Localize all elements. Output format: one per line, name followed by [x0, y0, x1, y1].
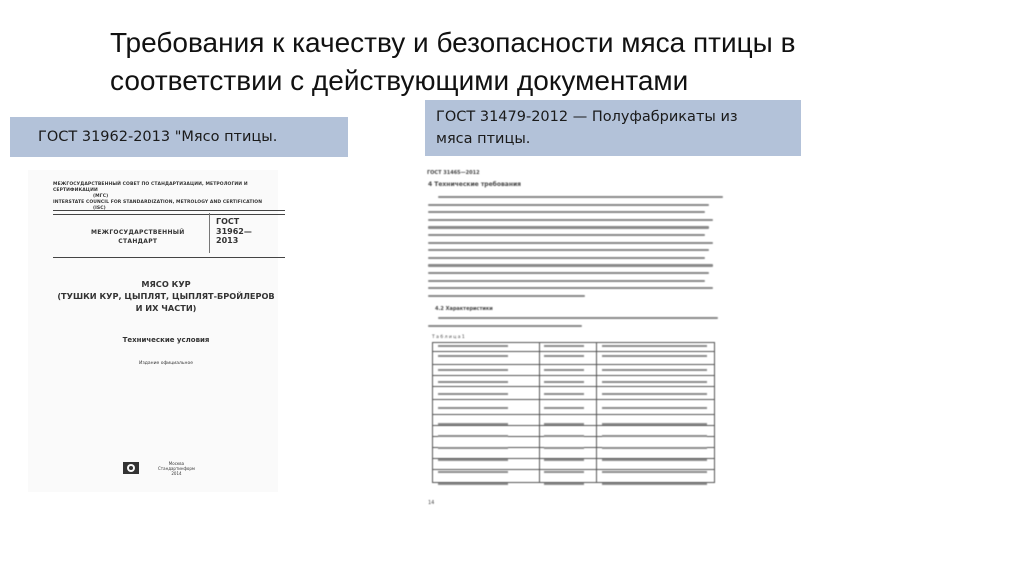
gost-number-line-2: 31962—: [216, 226, 252, 236]
scan-cell-line: [438, 459, 508, 461]
scan-cell-line: [602, 369, 707, 371]
publisher-city: Москва: [168, 461, 185, 466]
product-title: [56, 278, 276, 314]
scan-cell-line: [438, 435, 508, 437]
scan-cell-line: [544, 381, 584, 383]
scan-cell-line: [602, 483, 707, 485]
scan-cell-line: [602, 471, 707, 473]
header-rule-bottom: [53, 214, 285, 215]
publisher-year: 2014: [171, 471, 182, 476]
scan-text-line: [428, 249, 709, 251]
scan-cell-line: [438, 471, 508, 473]
scan-cell-line: [544, 459, 584, 461]
scan-text-line: [428, 264, 713, 266]
slide-title-line-1: Требования к качеству и безопасности мяса птицы в: [110, 27, 796, 58]
gost-31479-label-line-1: ГОСТ 31479-2012 — Полуфабрикаты из: [436, 109, 738, 125]
scan-cell-line: [438, 355, 508, 357]
scan-cell-line: [602, 407, 707, 409]
scan-cell-line: [438, 423, 508, 425]
scan-text-line: [428, 234, 705, 236]
table-caption: Т а б л и ц а 1: [432, 335, 465, 340]
product-title-line-1: МЯСО КУР: [141, 279, 191, 289]
scan-cell-line: [602, 345, 707, 347]
scan-cell-line: [438, 447, 508, 449]
scan-cell-line: [544, 423, 584, 425]
scan-cell-line: [544, 393, 584, 395]
council-header-line-3: INTERSTATE COUNCIL FOR STANDARDIZATION, METROLOGY AND CERTIFICATION: [53, 200, 263, 205]
gost-31962-label: [10, 117, 348, 157]
scan-cell-line: [544, 369, 584, 371]
gost-31479-label-line-2: мяса птицы.: [436, 131, 531, 147]
interstate-standard-line-2: СТАНДАРТ: [118, 238, 158, 245]
slide-title: [110, 24, 910, 100]
slide-title-line-2: соответствии с действующими документами: [110, 65, 689, 96]
council-header-line-4: (ISC): [93, 206, 106, 211]
scan-cell-line: [544, 471, 584, 473]
scan-text-line: [428, 325, 582, 327]
scan-cell-line: [544, 407, 584, 409]
gost-31479-label: [425, 100, 801, 156]
gost-31962-cover-image: [28, 170, 278, 492]
scan-text-line: [428, 280, 705, 282]
scan-cell-line: [602, 435, 707, 437]
scan-cell-line: [544, 345, 584, 347]
scan-cell-line: [438, 483, 508, 485]
publisher-name: Стандартинформ: [158, 466, 195, 471]
scan-text-line: [438, 317, 718, 319]
scan-text-line: [428, 219, 713, 221]
council-header-line-1: МЕЖГОСУДАРСТВЕННЫЙ СОВЕТ ПО СТАНДАРТИЗАЦИИ, МЕТРОЛОГИИ И СЕРТИФИКАЦИИ: [53, 182, 248, 193]
scan-cell-line: [438, 369, 508, 371]
scan-cell-line: [602, 423, 707, 425]
page-mark: 14: [428, 500, 435, 506]
scan-cell-line: [602, 459, 707, 461]
gost-number: [216, 217, 252, 246]
council-header: [53, 182, 283, 212]
scan-cell-line: [438, 345, 508, 347]
scan-text-line: [428, 257, 705, 259]
scan-text-line: [428, 295, 585, 297]
scan-text-line: [428, 211, 705, 213]
subsection-heading: 4.2 Характеристики: [435, 306, 493, 312]
section-heading: 4 Технические требования: [428, 181, 522, 188]
scan-text-line: [428, 226, 709, 228]
gost-number-line-3: 2013: [216, 236, 239, 245]
scan-cell-line: [544, 435, 584, 437]
standartinform-logo-icon: [123, 462, 139, 474]
scan-cell-line: [544, 483, 584, 485]
scan-text-line: [438, 196, 723, 198]
gost-divider: [209, 213, 210, 253]
scan-text-line: [428, 272, 709, 274]
scan-cell-line: [602, 355, 707, 357]
scan-cell-line: [602, 447, 707, 449]
scan-cell-line: [438, 381, 508, 383]
technical-conditions: Технические условия: [122, 336, 210, 344]
table-cell-text: [432, 342, 715, 492]
council-header-line-2: (МГС): [93, 194, 109, 199]
interstate-standard-line-1: МЕЖГОСУДАРСТВЕННЫЙ: [91, 229, 185, 236]
page-header: ГОСТ 31465—2012: [427, 170, 480, 176]
scan-cell-line: [544, 447, 584, 449]
product-title-line-3: И ИХ ЧАСТИ): [135, 303, 197, 313]
product-title-line-2: (ТУШКИ КУР, ЦЫПЛЯТ, ЦЫПЛЯТ-БРОЙЛЕРОВ: [57, 291, 275, 301]
official-edition: Издание официальное: [139, 361, 193, 366]
gost-number-line-1: ГОСТ: [216, 217, 240, 226]
gost-rule: [53, 257, 285, 258]
scan-cell-line: [602, 393, 707, 395]
scan-cell-line: [544, 355, 584, 357]
publisher: [158, 461, 195, 476]
scan-text-line: [428, 204, 709, 206]
scan-cell-line: [438, 393, 508, 395]
gost-31962-label-text: ГОСТ 31962-2013 "Мясо птицы.: [38, 129, 278, 145]
scan-cell-line: [438, 407, 508, 409]
scan-text-line: [428, 242, 713, 244]
scan-cell-line: [602, 381, 707, 383]
gost-requirements-page-image: [420, 166, 720, 506]
interstate-standard-label: [91, 228, 185, 246]
scan-text-line: [428, 287, 713, 289]
header-rule-top: [53, 210, 285, 211]
